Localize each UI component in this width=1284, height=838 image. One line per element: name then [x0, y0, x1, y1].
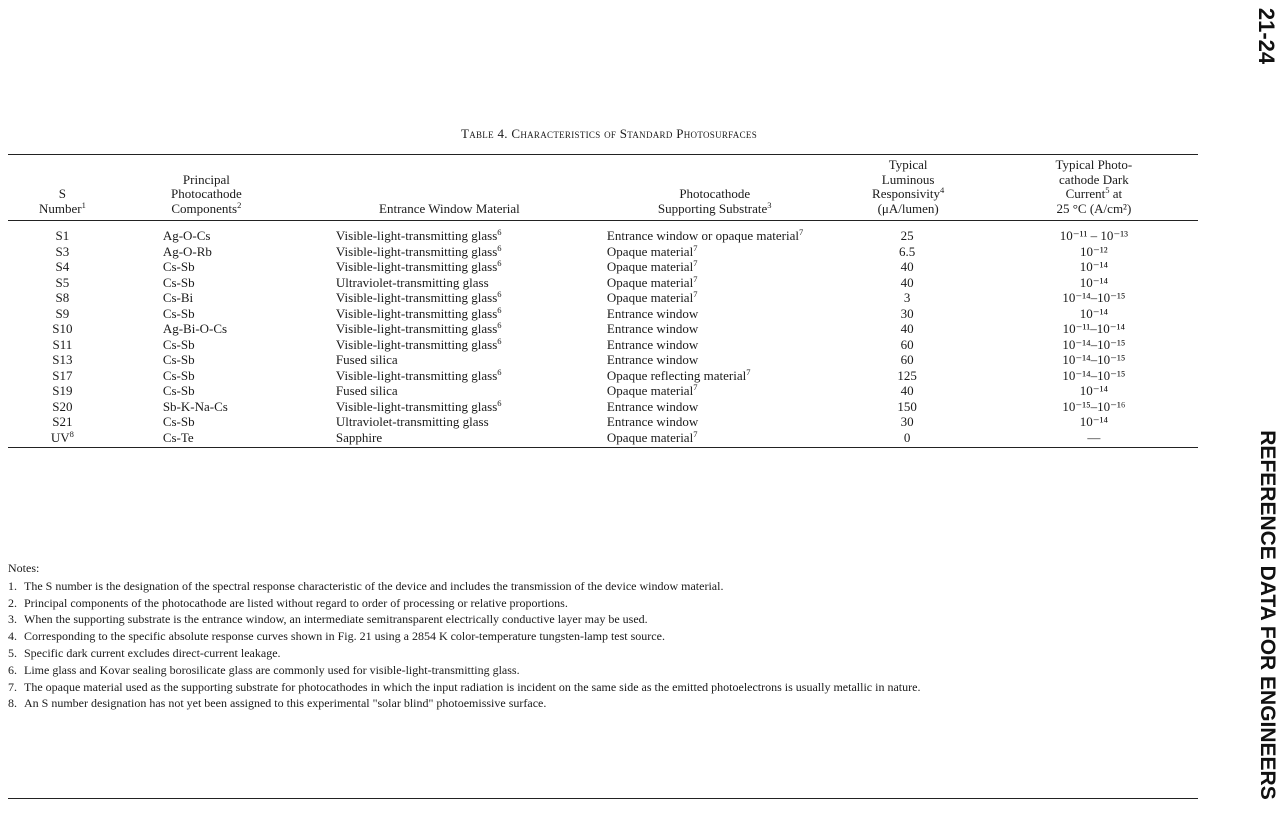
note-number: 2. [8, 595, 17, 610]
note-number: 6. [8, 662, 17, 677]
note-text: Specific dark current excludes direct-current leakage. [24, 645, 281, 660]
cell-s-number: S19 [52, 383, 73, 398]
cell-components: Cs-Sb [162, 305, 195, 321]
cell-dark-current: 10⁻¹⁴ [1079, 259, 1109, 274]
running-title: REFERENCE DATA FOR ENGINEERS [1256, 430, 1279, 800]
note-number: 7. [8, 679, 17, 694]
header-dark-current: Typical Photo- cathode Dark Current$^5$ at 25 °C (A/cm²) [1055, 157, 1133, 216]
note-item [8, 578, 1198, 595]
notes-list [8, 578, 1198, 712]
cell-responsivity: 60 [900, 352, 914, 367]
header-components: Principal Photocathode Components$^2$ [170, 171, 242, 216]
note-text: The S number is the designation of the spectral response characteristic of the device and includes the transmission of the device window material. [24, 578, 724, 593]
cell-substrate: Opaque material$^7$ [606, 242, 698, 259]
cell-components: Cs-Sb [162, 367, 195, 383]
cell-substrate: Opaque reflecting material$^7$ [606, 366, 751, 383]
cell-responsivity: 60 [900, 336, 914, 352]
cell-responsivity: 40 [900, 383, 914, 398]
table-row [8, 221, 1198, 244]
cell-substrate: Opaque material$^7$ [606, 382, 698, 398]
table-row [8, 352, 1198, 368]
cell-dark-current: 10⁻¹⁴–10⁻¹⁵ [1062, 367, 1126, 383]
cell-s-number: S1 [55, 228, 70, 243]
table-header [8, 155, 1198, 221]
note-item [8, 645, 1198, 662]
cell-dark-current: — [1087, 429, 1101, 445]
cell-s-number: S11 [52, 336, 73, 352]
cell-window: Fused silica [335, 352, 398, 367]
cell-s-number: S21 [52, 414, 73, 429]
cell-window: Visible-light-transmitting glass$^6$ [335, 397, 502, 414]
cell-s-number: S13 [52, 352, 73, 367]
note-text: Corresponding to the specific absolute response curves shown in Fig. 21 using a 2854 K color-temperature tungsten-lamp test source. [24, 629, 665, 644]
note-number: 4. [8, 629, 17, 644]
cell-components: Cs-Sb [162, 352, 195, 367]
cell-s-number: S3 [55, 243, 70, 259]
note-text: An S number designation has not yet been assigned to this experimental "solar blind" photoemissive surface. [24, 696, 547, 711]
cell-s-number: S10 [52, 321, 73, 336]
table-row [8, 383, 1198, 399]
cell-window: Visible-light-transmitting glass$^6$ [335, 289, 502, 305]
notes-heading: Notes: [8, 561, 40, 575]
table-row [8, 321, 1198, 337]
cell-substrate: Entrance window [606, 352, 699, 367]
cell-window: Ultraviolet-transmitting glass [335, 414, 489, 429]
note-number: 5. [8, 645, 17, 660]
cell-responsivity: 40 [900, 259, 914, 274]
table-row [8, 244, 1198, 260]
cell-responsivity: 40 [900, 274, 914, 290]
cell-substrate: Entrance window [606, 398, 699, 414]
cell-dark-current: 10⁻¹² [1080, 243, 1108, 259]
header-s-number: S Number$^1$ [38, 186, 86, 216]
note-text: Principal components of the photocathode are listed without regard to order of processing or relative proportions. [24, 595, 568, 610]
note-item [8, 662, 1198, 679]
cell-responsivity: 150 [897, 398, 917, 414]
cell-window: Visible-light-transmitting glass$^6$ [335, 335, 502, 352]
cell-components: Cs-Sb [162, 414, 195, 429]
cell-s-number: S5 [55, 274, 70, 290]
cell-window: Fused silica [335, 383, 398, 398]
table-row [8, 368, 1198, 384]
note-text: The opaque material used as the supporting substrate for photocathodes in which the input radiation is incident on the same side as the emitted photoelectrons is usually metallic in nature. [24, 679, 921, 694]
note-item [8, 628, 1198, 645]
note-item [8, 679, 1198, 696]
cell-window: Visible-light-transmitting glass$^6$ [335, 258, 502, 274]
cell-responsivity: 40 [900, 321, 914, 336]
cell-window: Visible-light-transmitting glass$^6$ [335, 320, 502, 336]
photosurfaces-table [8, 154, 1198, 448]
cell-dark-current: 10⁻¹⁴–10⁻¹⁵ [1062, 290, 1126, 305]
cell-dark-current: 10⁻¹¹ – 10⁻¹³ [1059, 228, 1129, 243]
cell-s-number: S17 [52, 367, 73, 383]
cell-s-number: S8 [55, 290, 70, 305]
header-window: Entrance Window Material [379, 200, 520, 216]
header-row [8, 155, 1198, 221]
cell-substrate: Opaque material$^7$ [606, 258, 698, 274]
cell-responsivity: 125 [897, 367, 917, 383]
cell-dark-current: 10⁻¹⁴ [1079, 414, 1109, 429]
cell-components: Cs-Bi [162, 290, 194, 305]
cell-components: Cs-Sb [162, 274, 195, 290]
bottom-rule [8, 798, 1198, 799]
note-number: 1. [8, 578, 17, 593]
cell-components: Cs-Sb [162, 259, 195, 274]
page-number: 21-24 [1254, 7, 1279, 65]
cell-responsivity: 25 [900, 228, 914, 243]
cell-dark-current: 10⁻¹¹–10⁻¹⁴ [1062, 321, 1126, 336]
cell-components: Cs-Sb [162, 336, 195, 352]
cell-responsivity: 30 [900, 305, 914, 321]
cell-s-number: S9 [55, 305, 70, 321]
cell-s-number: S20 [52, 398, 73, 414]
table-row [8, 290, 1198, 306]
table-row [8, 306, 1198, 322]
cell-s-number: $UV^8$ [50, 428, 74, 445]
cell-dark-current: 10⁻¹⁴ [1079, 383, 1109, 398]
note-item [8, 611, 1198, 628]
cell-substrate: Entrance window [606, 321, 699, 336]
cell-window: Visible-light-transmitting glass$^6$ [335, 366, 502, 383]
header-responsivity: Typical Luminous Responsivity$^4$ (μA/lumen) [872, 157, 945, 216]
cell-responsivity: 3 [903, 290, 911, 305]
cell-dark-current: 10⁻¹⁴–10⁻¹⁵ [1062, 352, 1126, 367]
table-body [8, 221, 1198, 448]
table-row [8, 337, 1198, 353]
note-item [8, 695, 1198, 712]
notes-section [8, 560, 1198, 712]
cell-substrate: Opaque material$^7$ [606, 428, 698, 445]
cell-window: Sapphire [335, 429, 383, 445]
cell-substrate: Entrance window or opaque material$^7$ [606, 227, 804, 243]
cell-components: Cs-Te [162, 429, 194, 445]
cell-substrate: Entrance window [606, 336, 699, 352]
cell-components: Cs-Sb [162, 383, 195, 398]
header-substrate: Photocathode Supporting Substrate$^3$ [657, 186, 772, 216]
note-number: 3. [8, 612, 17, 627]
cell-dark-current: 10⁻¹⁴ [1079, 274, 1109, 290]
cell-substrate: Entrance window [606, 414, 699, 429]
table-row [8, 414, 1198, 430]
cell-substrate: Entrance window [606, 305, 699, 321]
cell-dark-current: 10⁻¹⁴–10⁻¹⁵ [1062, 336, 1126, 352]
cell-dark-current: 10⁻¹⁴ [1079, 305, 1109, 321]
cell-window: Visible-light-transmitting glass$^6$ [335, 304, 502, 321]
cell-components: Ag-Bi-O-Cs [162, 321, 228, 336]
table-row [8, 399, 1198, 415]
table-row [8, 430, 1198, 448]
note-text: When the supporting substrate is the entrance window, an intermediate semitransparent electrically conductive layer may be used. [24, 612, 648, 627]
cell-dark-current: 10⁻¹⁵–10⁻¹⁶ [1062, 398, 1126, 414]
cell-window: Visible-light-transmitting glass$^6$ [335, 242, 502, 259]
cell-components: Sb-K-Na-Cs [162, 398, 228, 414]
cell-components: Ag-O-Cs [162, 228, 211, 243]
table-row [8, 275, 1198, 291]
cell-window: Visible-light-transmitting glass$^6$ [335, 227, 502, 243]
cell-components: Ag-O-Rb [162, 243, 212, 259]
note-number: 8. [8, 696, 17, 711]
cell-substrate: Opaque material$^7$ [606, 273, 698, 290]
cell-responsivity: 30 [900, 414, 914, 429]
cell-responsivity: 0 [903, 429, 911, 445]
note-text: Lime glass and Kovar sealing borosilicate glass are commonly used for visible-light-transmitting glass. [24, 662, 520, 677]
cell-s-number: S4 [55, 259, 70, 274]
table-caption: Table 4. Characteristics of Standard Photosurfaces [460, 126, 758, 141]
cell-window: Ultraviolet-transmitting glass [335, 274, 489, 290]
cell-substrate: Opaque material$^7$ [606, 289, 698, 305]
cell-responsivity: 6.5 [899, 243, 916, 259]
note-item [8, 595, 1198, 612]
table-row [8, 259, 1198, 275]
